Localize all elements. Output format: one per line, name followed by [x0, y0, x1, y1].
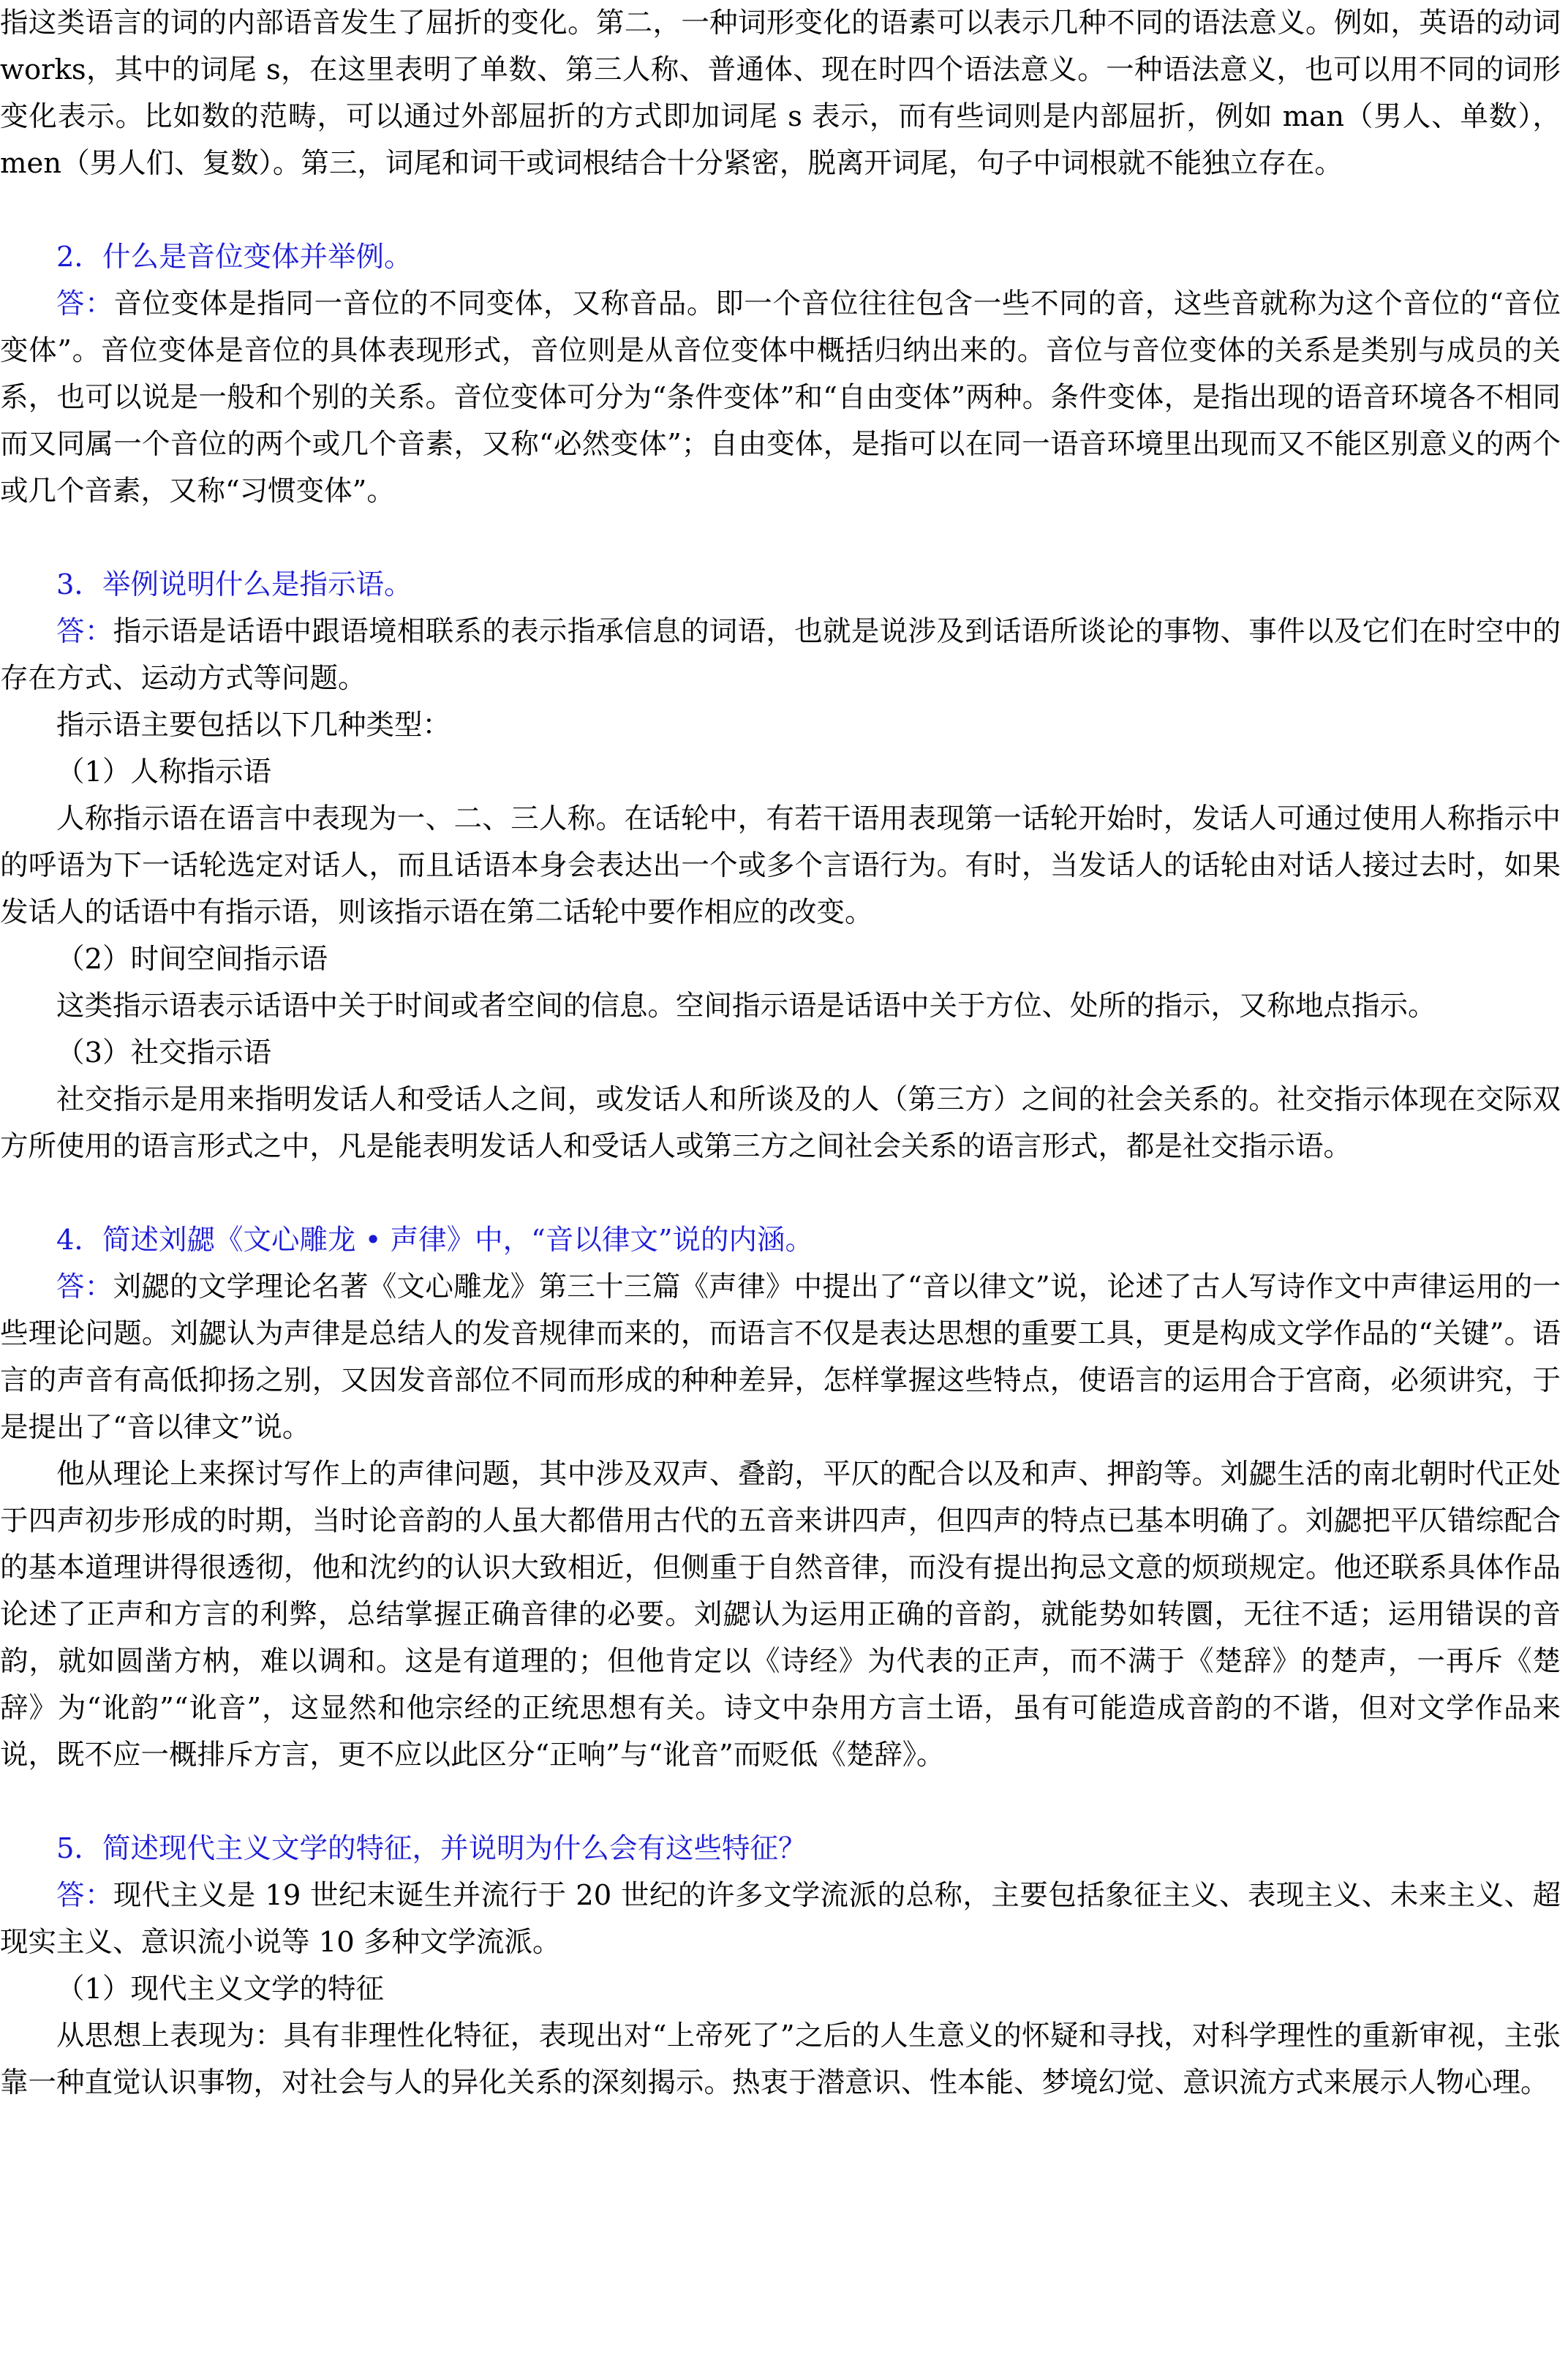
type-1-body: 人称指示语在语言中表现为一、二、三人称。在话轮中，有若干语用表现第一话轮开始时，发话人可通过使用人称指示中的呼语为下一话轮选定对话人，而且话语本身会表达出一个或多个言语行为。有时，当发话人的话轮由对话人接过去时，如果发话人的话语中有指示语，则该指示语在第二话轮中要作相应的改变。: [0, 802, 1561, 929]
intro-paragraph: 指这类语言的词的内部语音发生了屈折的变化。第二，一种词形变化的语素可以表示几种不同的语法意义。例如，英语的动词 works，其中的词尾 s，在这里表明了单数、第三人称、普通体、现在时四个语法意义。一种语法意义，也可以用不同的词形变化表示。比如数的范畴，可以通过外部屈折的方式即加词尾 s 表示，而有些词则是内部屈折，例如 man（男人、单数），men（男人们、复数）。第三，词尾和词干或词根结合十分紧密，脱离开词尾，句子中词根就不能独立存在。: [0, 7, 1561, 180]
answer-4-paragraph: [0, 1264, 1561, 1451]
answer-5-text: 现代主义是 19 世纪末诞生并流行于 20 世纪的许多文学流派的总称，主要包括象征主义、表现主义、未来主义、超现实主义、意识流小说等 10 多种文学流派。: [0, 1879, 1561, 1959]
question-3-heading: 3．举例说明什么是指示语。: [56, 568, 412, 601]
section-1-body: 从思想上表现为：具有非理性化特征，表现出对“上帝死了”之后的人生意义的怀疑和寻找，对科学理性的重新审视，主张靠一种直觉认识事物，对社会与人的异化关系的深刻揭示。热衷于潜意识、性本能、梦境幻觉、意识流方式来展示人物心理。: [0, 2019, 1561, 2099]
type-2-body: 这类指示语表示话语中关于时间或者空间的信息。空间指示语是话语中关于方位、处所的指示，又称地点指示。: [56, 990, 1436, 1023]
answer-label: 答：: [56, 287, 114, 320]
answer-2-text: 音位变体是指同一音位的不同变体，又称音品。即一个音位往往包含一些不同的音，这些音就称为这个音位的“音位变体”。音位变体是音位的具体表现形式，音位则是从音位变体中概括归纳出来的。音位与音位变体的关系是类别与成员的关系，也可以说是一般和个别的关系。音位变体可分为“条件变体”和“自由变体”两种。条件变体，是指出现的语音环境各不相同而又同属一个音位的两个或几个音素，又称“必然变体”；自由变体，是指可以在同一语音环境里出现而又不能区别意义的两个或几个音素，又称“习惯变体”。: [0, 287, 1561, 508]
type-3-body: 社交指示是用来指明发话人和受话人之间，或发话人和所谈及的人（第三方）之间的社会关系的。社交指示体现在交际双方所使用的语言形式之中，凡是能表明发话人和受话人或第三方之间社会关系的语言形式，都是社交指示语。: [0, 1083, 1561, 1163]
answer-3-text: 指示语是话语中跟语境相联系的表示指承信息的词语，也就是说涉及到话语所谈论的事物、事件以及它们在时空中的存在方式、运动方式等问题。: [0, 615, 1561, 695]
answer-label: 答：: [56, 615, 113, 648]
question-2-heading: 2．什么是音位变体并举例。: [56, 241, 412, 274]
section-1-title: （1）现代主义文学的特征: [56, 1973, 384, 2006]
question-5-heading: 5．简述现代主义文学的特征，并说明为什么会有这些特征？: [56, 1832, 807, 1865]
answer-5-paragraph: [0, 1872, 1561, 1966]
answer-label: 答：: [56, 1271, 113, 1303]
type-1-title: （1）人称指示语: [56, 756, 271, 788]
answer-4-paragraph-2: 他从理论上来探讨写作上的声律问题，其中涉及双声、叠韵，平仄的配合以及和声、押韵等。刘勰生活的南北朝时代正处于四声初步形成的时期，当时论音韵的人虽大都借用古代的五音来讲四声，但四声的特点已基本明确了。刘勰把平仄错综配合的基本道理讲得很透彻，他和沈约的认识大致相近，但侧重于自然音律，而没有提出拘忌文意的烦琐规定。他还联系具体作品论述了正声和方言的利弊，总结掌握正确音律的必要。刘勰认为运用正确的音韵，就能势如转圜，无往不适；运用错误的音韵，就如圆凿方枘，难以调和。这是有道理的；但他肯定以《诗经》为代表的正声，而不满于《楚辞》的楚声，一再斥《楚辞》为“讹韵”“讹音”，这显然和他宗经的正统思想有关。诗文中杂用方言土语，虽有可能造成音韵的不谐，但对文学作品来说，既不应一概排斥方言，更不应以此区分“正响”与“讹音”而贬低《楚辞》。: [0, 1458, 1561, 1772]
types-intro: 指示语主要包括以下几种类型：: [56, 709, 451, 742]
type-3-title: （3）社交指示语: [56, 1036, 271, 1069]
answer-label: 答：: [56, 1879, 113, 1912]
answer-2-paragraph: [0, 281, 1561, 515]
type-2-title: （2）时间空间指示语: [56, 943, 328, 976]
answer-3-paragraph: [0, 609, 1561, 702]
question-4-heading: 4．简述刘勰《文心雕龙 • 声律》中，“音以律文”说的内涵。: [56, 1224, 814, 1257]
answer-4-text: 刘勰的文学理论名著《文心雕龙》第三十三篇《声律》中提出了“音以律文”说，论述了古人写诗作文中声律运用的一些理论问题。刘勰认为声律是总结人的发音规律而来的，而语言不仅是表达思想的重要工具，更是构成文学作品的“关键”。语言的声音有高低抑扬之别，又因发音部位不同而形成的种种差异，怎样掌握这些特点，使语言的运用合于宫商，必须讲究，于是提出了“音以律文”说。: [0, 1271, 1561, 1444]
